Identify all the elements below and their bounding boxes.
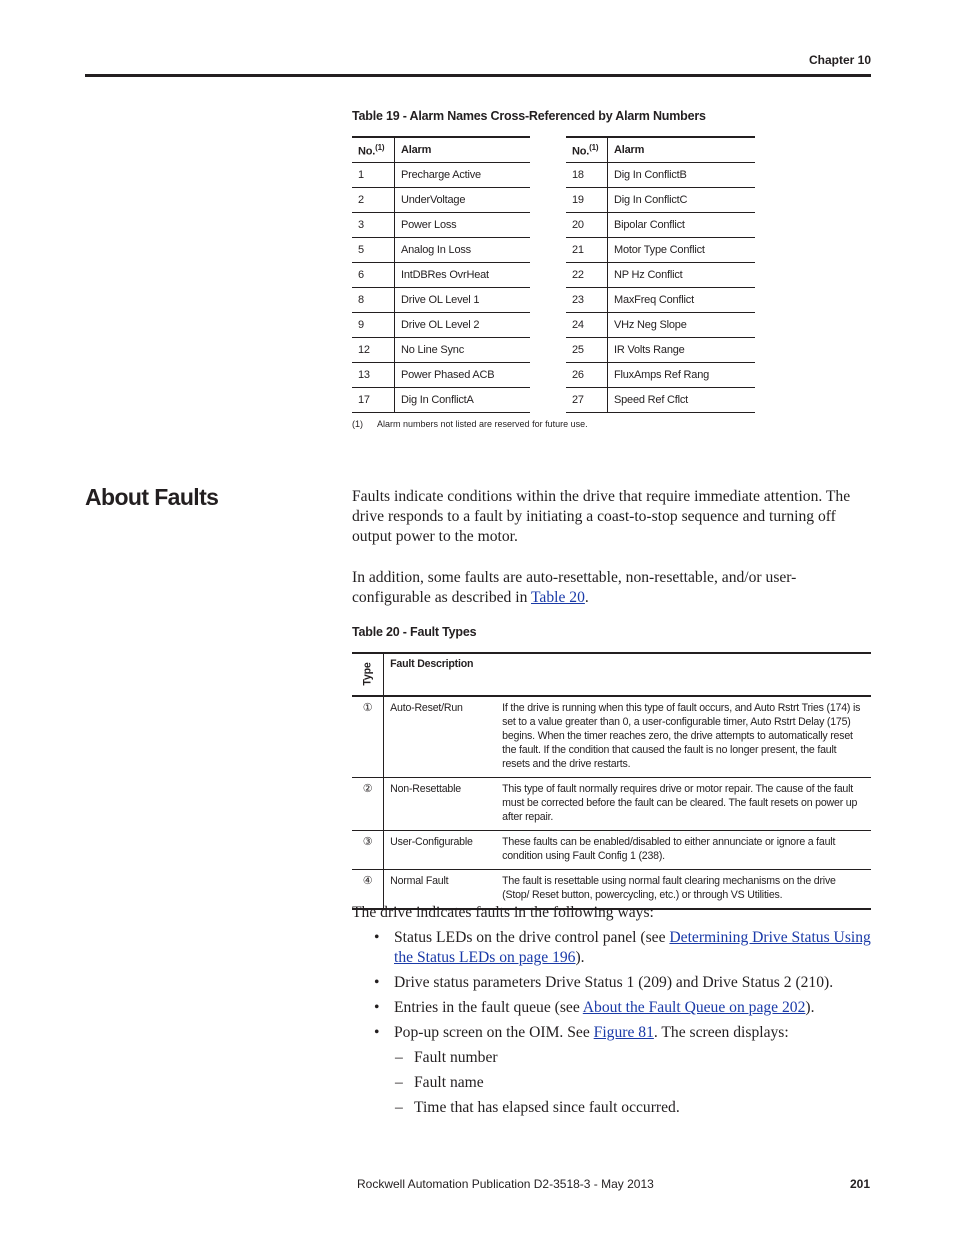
- table20-caption: Table 20 - Fault Types: [352, 625, 477, 639]
- table-row: [566, 388, 755, 413]
- indication-list: [352, 928, 872, 1048]
- fault-types-table: [352, 652, 871, 910]
- publication-info: Rockwell Automation Publication D2-3518-3 - May 2013: [357, 1177, 654, 1191]
- section-title: About Faults: [85, 484, 219, 510]
- col-no-header: No.$^{(1)}$: [352, 137, 395, 163]
- sub-list-item: – Fault name: [395, 1074, 484, 1091]
- alarm-number: 25: [566, 338, 608, 363]
- alarm-name: Power Phased ACB: [395, 363, 531, 388]
- table-row: [352, 238, 530, 263]
- table-row: [566, 188, 755, 213]
- alarm-name: UnderVoltage: [395, 188, 531, 213]
- col-alarm-header: Alarm: [608, 137, 756, 163]
- table-row: [566, 363, 755, 388]
- list-item: • Pop-up screen on the OIM. See Figure 81. The screen displays:: [374, 1024, 789, 1041]
- alarm-number: 9: [352, 313, 395, 338]
- sub-list-item: – Fault number: [395, 1049, 498, 1066]
- fault-type-symbol: ①: [352, 696, 384, 778]
- table-row: [352, 163, 530, 188]
- table-row: [352, 831, 871, 870]
- alarm-number: 20: [566, 213, 608, 238]
- table-row: [566, 338, 755, 363]
- table-row: [352, 263, 530, 288]
- alarm-name: No Line Sync: [395, 338, 531, 363]
- list-item: • Status LEDs on the drive control panel (see Determining Drive Status Using the Status LEDs on page 196).: [374, 929, 871, 966]
- status-leds-link[interactable]: Determining Drive Status Using the Status LEDs on page 196: [394, 929, 871, 966]
- col-alarm-header: Alarm: [395, 137, 531, 163]
- table-row: [566, 313, 755, 338]
- oim-display-list: [352, 1048, 680, 1123]
- fault-type-description: If the drive is running when this type of fault occurs, and Auto Rstrt Tries (174) is set to a value greater than 0, a user-configurable timer, Auto Rstrt Delay (175) begins. When the timer reaches zero, the drive attempts to automatically reset the fault. If the condition that caused the fault is no longer present, the fault resets and the drive restarts.: [496, 696, 871, 778]
- fault-type-name: Normal Fault: [384, 870, 497, 910]
- table19-right: [566, 136, 755, 413]
- table-row: [566, 263, 755, 288]
- alarm-name: MaxFreq Conflict: [608, 288, 756, 313]
- list-item: • Drive status parameters Drive Status 1 (209) and Drive Status 2 (210).: [374, 974, 834, 991]
- table-row: [352, 313, 530, 338]
- alarm-number: 8: [352, 288, 395, 313]
- fault-type-name: Non-Resettable: [384, 778, 497, 831]
- table-row: [566, 163, 755, 188]
- alarm-name: Precharge Active: [395, 163, 531, 188]
- fault-type-name: User-Configurable: [384, 831, 497, 870]
- alarm-number: 19: [566, 188, 608, 213]
- fault-type-symbol: ④: [352, 870, 384, 910]
- alarm-name: VHz Neg Slope: [608, 313, 756, 338]
- table-row: [352, 696, 871, 778]
- alarm-number: 1: [352, 163, 395, 188]
- fault-queue-link[interactable]: About the Fault Queue on page 202: [582, 999, 806, 1016]
- table-row: [566, 288, 755, 313]
- table-row: [352, 288, 530, 313]
- figure81-link[interactable]: Figure 81: [593, 1024, 654, 1041]
- alarm-number: 12: [352, 338, 395, 363]
- alarm-name: Power Loss: [395, 213, 531, 238]
- fault-type-description: The fault is resettable using normal fault clearing mechanisms on the drive (Stop/ Reset button, powercycling, etc.) or through VS Utilities.: [496, 870, 871, 910]
- fault-type-description: These faults can be enabled/disabled to either annunciate or ignore a fault condition using Fault Config 1 (238).: [496, 831, 871, 870]
- fault-type-symbol: ③: [352, 831, 384, 870]
- table-row: [352, 388, 530, 413]
- table-row: [566, 238, 755, 263]
- table-row: [352, 778, 871, 831]
- col-description-header: Fault Description: [384, 653, 871, 696]
- fault-type-description: This type of fault normally requires drive or motor repair. The cause of the fault must be corrected before the fault can be cleared. The fault resets on power up after repair.: [496, 778, 871, 831]
- alarm-name: IntDBRes OvrHeat: [395, 263, 531, 288]
- page-number: 201: [849, 1177, 870, 1191]
- table-row: [566, 213, 755, 238]
- alarm-name: Dig In ConflictA: [395, 388, 531, 413]
- alarm-number: 3: [352, 213, 395, 238]
- alarm-number: 26: [566, 363, 608, 388]
- alarm-name: Drive OL Level 2: [395, 313, 531, 338]
- chapter-label: Chapter 10: [808, 53, 871, 67]
- alarm-name: Speed Ref Cflct: [608, 388, 756, 413]
- alarm-number: 21: [566, 238, 608, 263]
- alarm-name: NP Hz Conflict: [608, 263, 756, 288]
- indicates-intro: The drive indicates faults in the following ways:: [352, 904, 654, 921]
- alarm-number: 23: [566, 288, 608, 313]
- col-type-header: Type: [352, 653, 384, 696]
- alarm-name: IR Volts Range: [608, 338, 756, 363]
- table20-link[interactable]: Table 20: [530, 589, 585, 606]
- alarm-number: 6: [352, 263, 395, 288]
- table-row: [352, 188, 530, 213]
- alarm-number: 2: [352, 188, 395, 213]
- alarm-name: Bipolar Conflict: [608, 213, 756, 238]
- alarm-name: Analog In Loss: [395, 238, 531, 263]
- alarm-number: 5: [352, 238, 395, 263]
- table19-caption: Table 19 - Alarm Names Cross-Referenced by Alarm Numbers: [352, 109, 706, 123]
- table-row: [352, 213, 530, 238]
- table19-left: [352, 136, 530, 413]
- table19-footnote: (1) Alarm numbers not listed are reserved for future use.: [352, 419, 588, 429]
- alarm-number: 18: [566, 163, 608, 188]
- sub-list-item: – Time that has elapsed since fault occurred.: [395, 1099, 680, 1116]
- header-rule: [85, 74, 871, 77]
- alarm-number: 22: [566, 263, 608, 288]
- alarm-name: Dig In ConflictC: [608, 188, 756, 213]
- alarm-name: Motor Type Conflict: [608, 238, 756, 263]
- alarm-number: 24: [566, 313, 608, 338]
- alarm-name: FluxAmps Ref Rang: [608, 363, 756, 388]
- fault-type-name: Auto-Reset/Run: [384, 696, 497, 778]
- table-row: [352, 363, 530, 388]
- list-item: • Entries in the fault queue (see About the Fault Queue on page 202).: [374, 999, 815, 1016]
- about-faults-paragraph: Faults indicate conditions within the drive that require immediate attention. The drive responds to a fault by initiating a coast-to-stop sequence and turning off output power to the motor.: [352, 488, 851, 545]
- alarm-number: 17: [352, 388, 395, 413]
- alarm-number: 13: [352, 363, 395, 388]
- alarm-number: 27: [566, 388, 608, 413]
- table-row: [352, 338, 530, 363]
- alarm-name: Dig In ConflictB: [608, 163, 756, 188]
- alarm-name: Drive OL Level 1: [395, 288, 531, 313]
- fault-type-symbol: ②: [352, 778, 384, 831]
- fault-types-intro: In addition, some faults are auto-resettable, non-resettable, and/or user-configurable as described in Table 20.: [352, 569, 797, 606]
- col-no-header: No.$^{(1)}$: [566, 137, 608, 163]
